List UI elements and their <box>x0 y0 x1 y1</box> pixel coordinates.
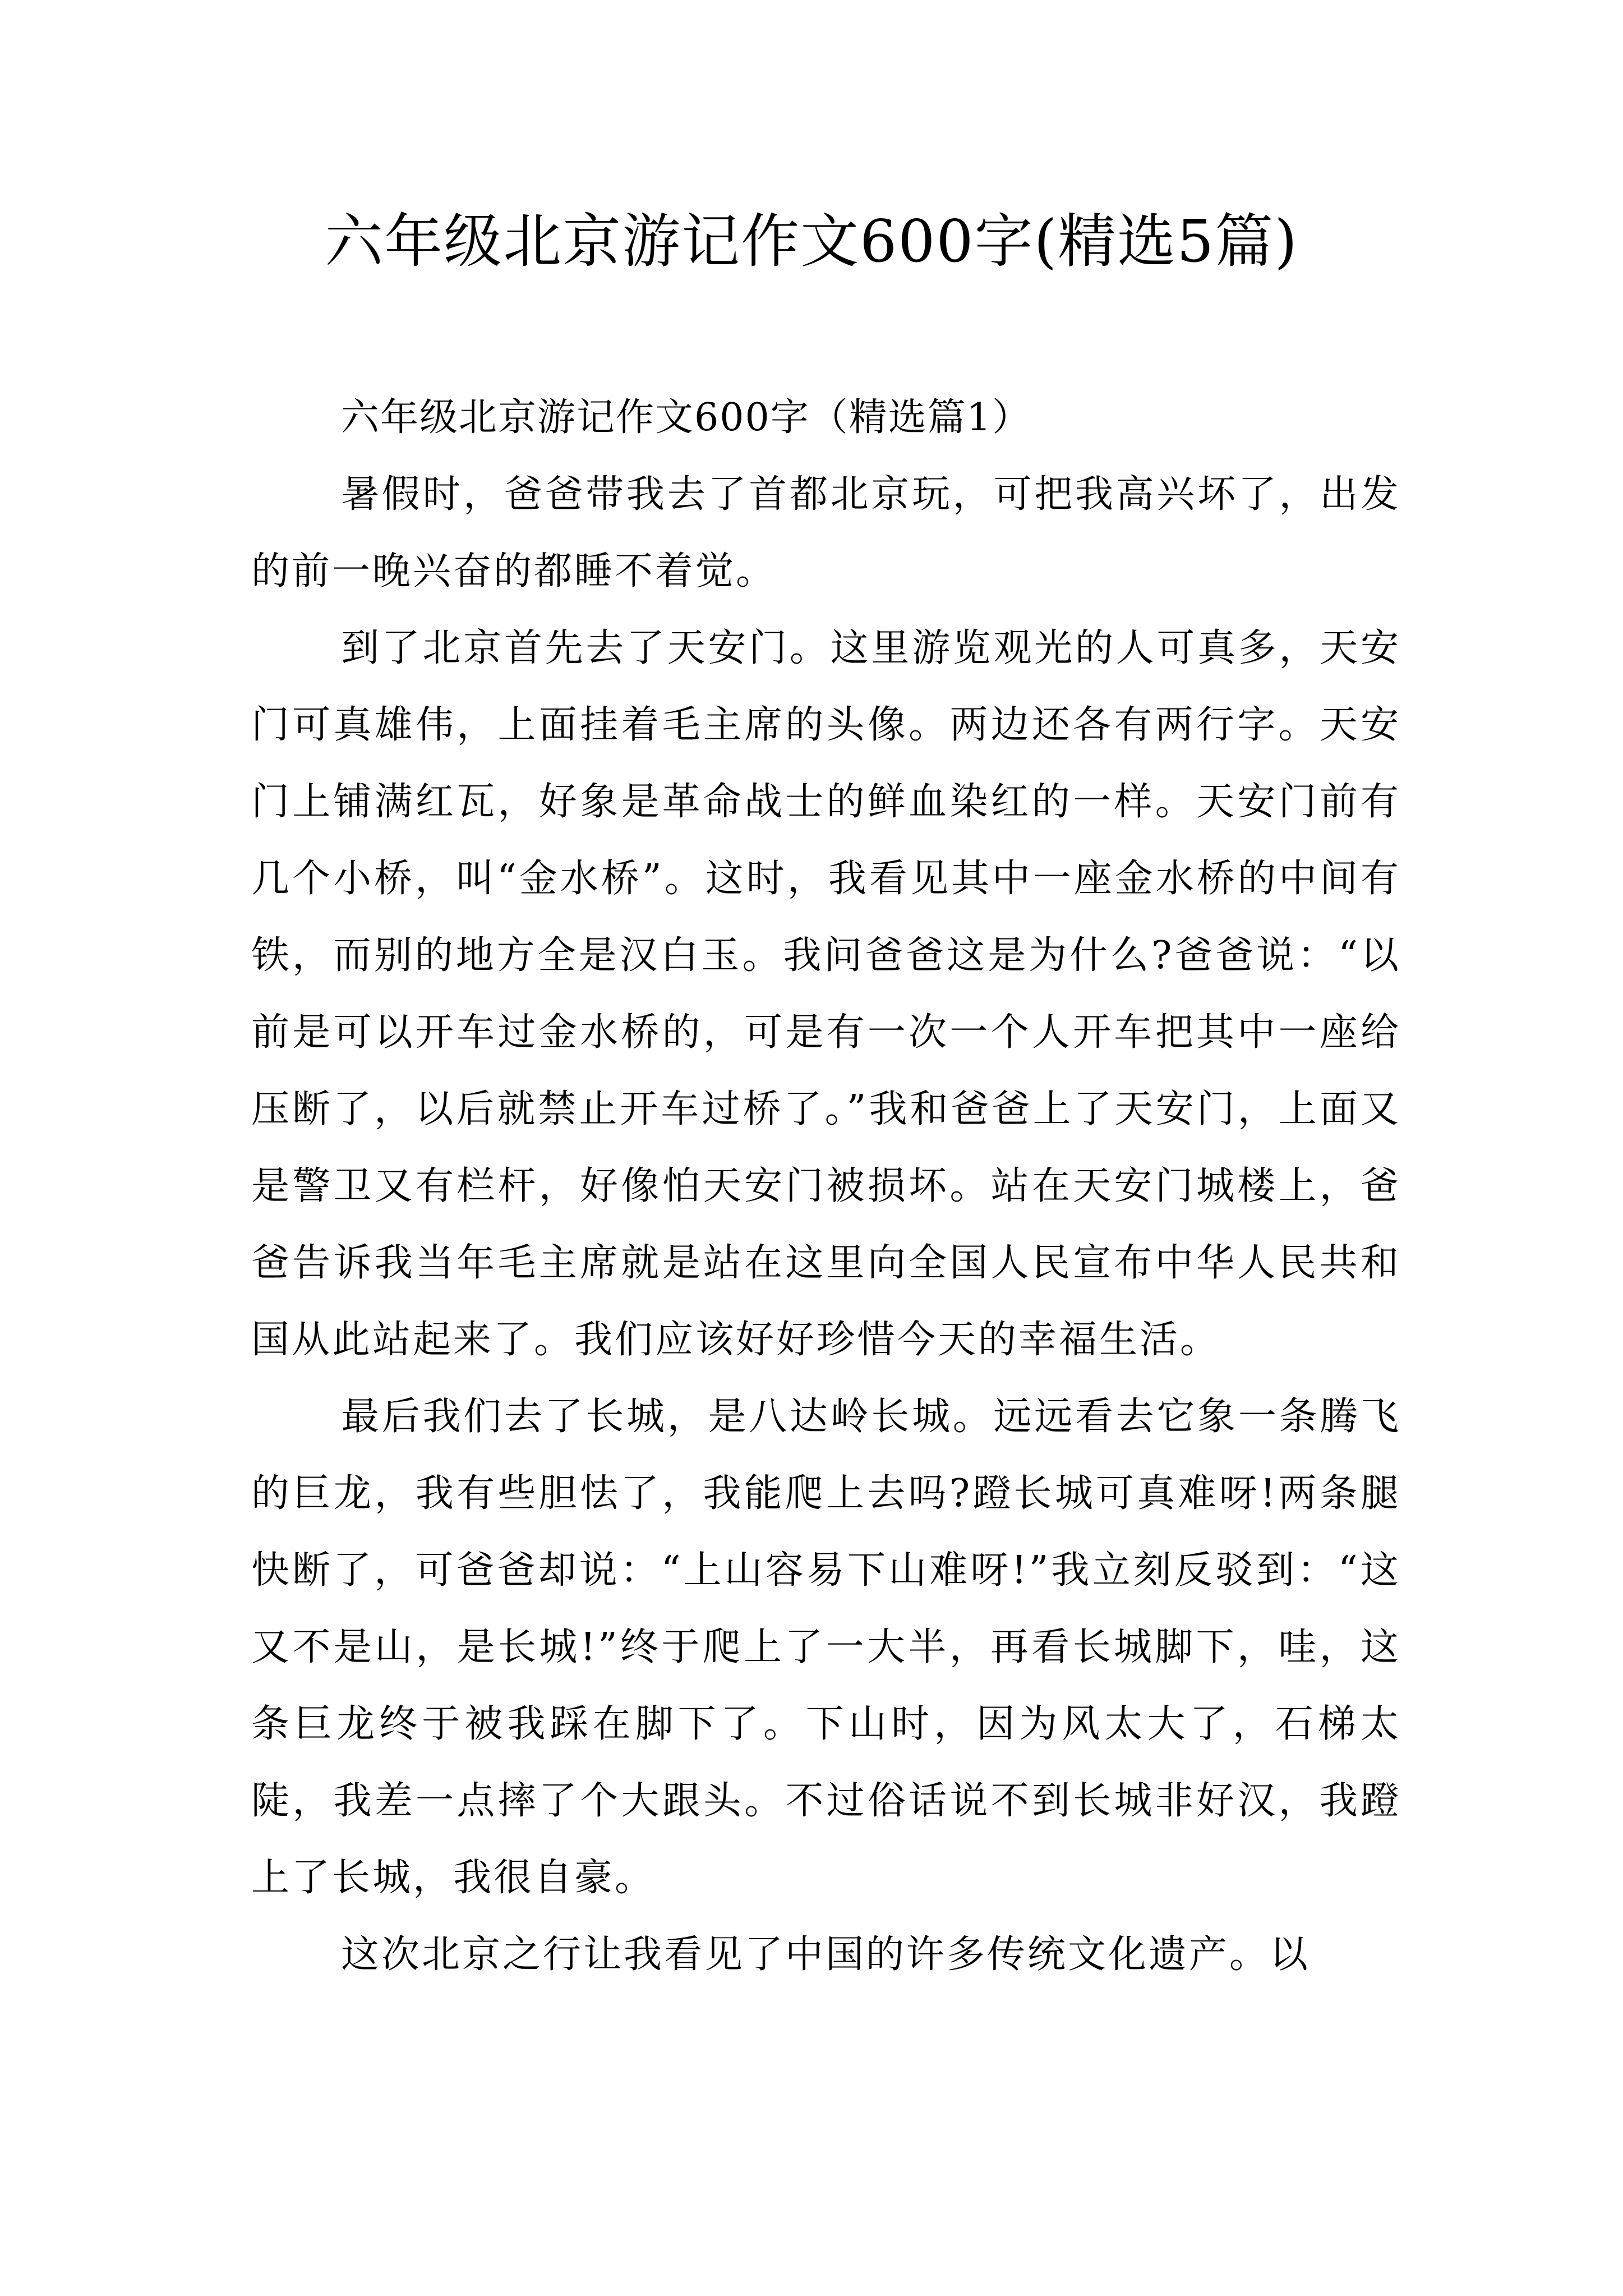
document-title: 六年级北京游记作文600字(精选5篇) <box>325 207 1298 275</box>
paragraph-1: 暑假时，爸爸带我去了首都北京玩，可把我高兴坏了，出发的前一晚兴奋的都睡不着觉。 <box>251 472 1401 593</box>
section-heading: 六年级北京游记作文600字（精选篇1） <box>341 395 1032 440</box>
paragraph-4: 这次北京之行让我看见了中国的许多传统文化遗产。以 <box>341 1932 1311 1977</box>
paragraph-2: 到了北京首先去了天安门。这里游览观光的人可真多，天安门可真雄伟，上面挂着毛主席的头像。两边还各有两行字。天安门上铺满红瓦，好象是革命战士的鲜血染红的一样。天安门前有几个小桥，叫“金水桥”。这时，我看见其中一座金水桥的中间有铁，而别的地方全是汉白玉。我问爸爸这是为什么?爸爸说：“以前是可以开车过金水桥的，可是有一次一个人开车把其中一座给压断了，以后就禁止开车过桥了。”我和爸爸上了天安门，上面又是警卫又有栏杆，好像怕天安门被损坏。站在天安门城楼上，爸爸告诉我当年毛主席就是站在这里向全国人民宣布中华人民共和国从此站起来了。我们应该好好珍惜今天的幸福生活。 <box>251 626 1401 1362</box>
paragraph-3: 最后我们去了长城，是八达岭长城。远远看去它象一条腾飞的巨龙，我有些胆怯了，我能爬上去吗?蹬长城可真难呀!两条腿快断了，可爸爸却说：“上山容易下山难呀!”我立刻反驳到：“这又不是山，是长城!”终于爬上了一大半，再看长城脚下，哇，这条巨龙终于被我踩在脚下了。下山时，因为风太大了，石梯太陡，我差一点摔了个大跟头。不过俗话说不到长城非好汉，我蹬上了长城，我很自豪。 <box>251 1395 1401 1900</box>
document-body <box>251 379 1401 1993</box>
